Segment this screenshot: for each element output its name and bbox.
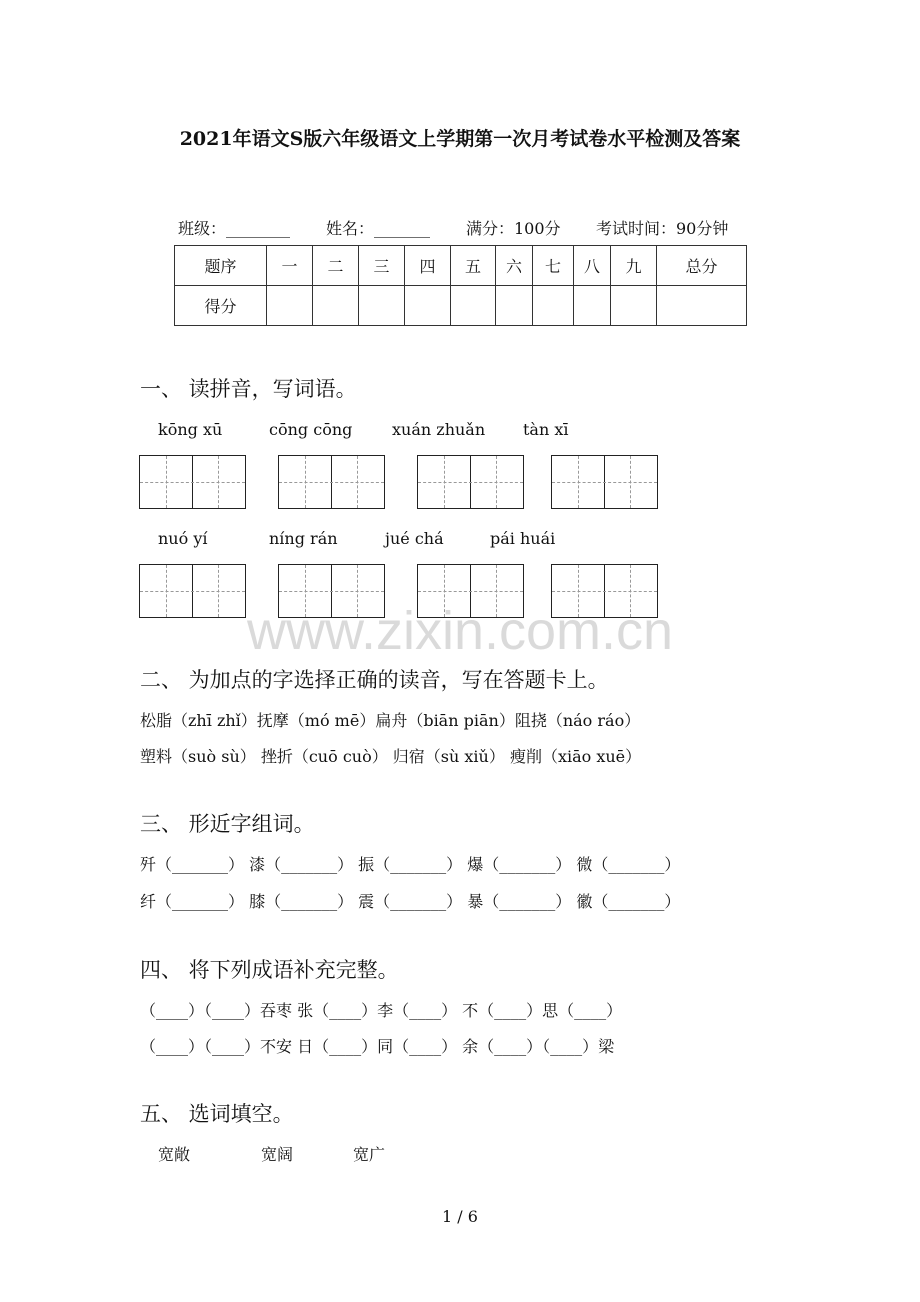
score-cell[interactable] [267, 286, 313, 326]
pinyin: cōng cōng [269, 420, 353, 439]
section-1-title: 一、 读拼音，写词语。 [140, 377, 357, 401]
table-cell: 四 [405, 246, 451, 286]
score-cell[interactable] [451, 286, 496, 326]
table-cell: 五 [451, 246, 496, 286]
question-line: 塑料（suò sù） 挫折（cuō cuò） 归宿（sù xiǔ） 瘦削（xiāo xuē） [140, 747, 642, 766]
score-cell[interactable] [405, 286, 451, 326]
word-option: 宽阔 [261, 1145, 294, 1164]
table-cell: 八 [574, 246, 611, 286]
pinyin: kōng xū [158, 420, 223, 439]
section-5-title: 五、 选词填空。 [140, 1102, 294, 1126]
score-cell[interactable] [313, 286, 359, 326]
page-title: 2021年语文S版六年级语文上学期第一次月考试卷水平检测及答案 [179, 128, 741, 150]
table-row [175, 286, 747, 326]
section-2-title: 二、 为加点的字选择正确的读音，写在答题卡上。 [140, 668, 609, 692]
table-cell: 一 [267, 246, 313, 286]
score-cell[interactable] [359, 286, 405, 326]
score-cell[interactable] [574, 286, 611, 326]
pinyin: nuó yí [158, 529, 208, 548]
question-line: 歼（_______） 漆（_______） 振（_______） 爆（_______） 微（_______） [140, 855, 681, 874]
word-option: 宽广 [353, 1145, 386, 1164]
score-table [174, 245, 747, 326]
section-4-title: 四、 将下列成语补充完整。 [140, 958, 399, 982]
score-cell[interactable] [533, 286, 574, 326]
table-cell: 二 [313, 246, 359, 286]
table-cell: 七 [533, 246, 574, 286]
question-line: （____）（____）不安 日（____）同（____） 余（____）（____）梁 [140, 1037, 615, 1056]
score-cell[interactable] [496, 286, 533, 326]
writing-grid[interactable] [551, 455, 658, 509]
writing-grid[interactable] [417, 455, 524, 509]
question-line: （____）（____）吞枣 张（____）李（____） 不（____）思（____） [140, 1001, 623, 1020]
table-cell: 题序 [175, 246, 267, 286]
pinyin: tàn xī [523, 420, 569, 439]
class-field: 班级：________ [178, 219, 291, 238]
exam-time: 考试时间：90分钟 [596, 219, 729, 238]
question-line: 纤（_______） 膝（_______） 震（_______） 暴（_______） 徽（_______） [140, 892, 681, 911]
table-row [175, 246, 747, 286]
table-cell: 六 [496, 246, 533, 286]
watermark: www.zixin.com.cn [246, 601, 674, 661]
page-number: 1 / 6 [442, 1207, 478, 1226]
pinyin: xuán zhuǎn [392, 420, 486, 439]
section-3-title: 三、 形近字组词。 [140, 812, 315, 836]
pinyin: jué chá [385, 529, 444, 548]
table-cell: 得分 [175, 286, 267, 326]
pinyin: níng rán [269, 529, 338, 548]
writing-grid[interactable] [139, 455, 246, 509]
score-cell[interactable] [657, 286, 747, 326]
table-cell: 总分 [657, 246, 747, 286]
question-line: 松脂（zhī zhǐ）抚摩（mó mē）扁舟（biān piān）阻挠（náo ráo） [140, 711, 641, 730]
table-cell: 九 [611, 246, 657, 286]
pinyin: pái huái [490, 529, 556, 548]
writing-grid[interactable] [278, 455, 385, 509]
full-score: 满分：100分 [466, 219, 561, 238]
score-cell[interactable] [611, 286, 657, 326]
table-cell: 三 [359, 246, 405, 286]
name-field: 姓名：_______ [326, 219, 431, 238]
word-option: 宽敞 [158, 1145, 191, 1164]
